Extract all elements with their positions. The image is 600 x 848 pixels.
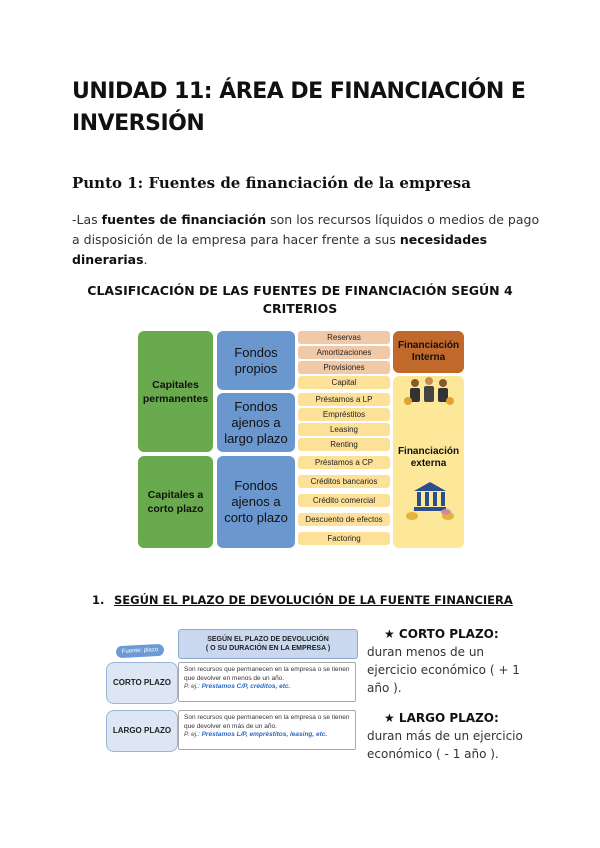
corto-plazo-example (184, 683, 350, 692)
largo-plazo-example (184, 731, 350, 740)
row-provisiones: Provisiones (298, 361, 390, 374)
fondos-ajenos-largo-box: Fondos ajenos a largo plazo (217, 393, 295, 452)
section-1-number: 1. (92, 593, 105, 607)
intro-paragraph (72, 210, 542, 270)
fondos-propios-box: Fondos propios (217, 331, 295, 390)
figure-header (178, 629, 358, 659)
largo-eg-text: Préstamos L/P, empréstitos, leasing, etc. (201, 731, 328, 738)
row-renting: Renting (298, 438, 390, 451)
corto-eg-prefix: P. ej.: (184, 683, 202, 690)
intro-bold-1: fuentes de financiación (101, 212, 267, 227)
section-1-title: SEGÚN EL PLAZO DE DEVOLUCIÓN DE LA FUENTE FINANCIERA (114, 593, 513, 607)
intro-text-2: son los recursos líquidos o medios de pago a disposición de la empresa para hacer frente a sus (72, 212, 540, 247)
largo-plazo-description (178, 710, 356, 750)
largo-plazo-box: LARGO PLAZO (106, 710, 178, 752)
corto-plazo-note: duran menos de un ejercicio económico ( + 1 año ). (367, 645, 520, 695)
figure-header-line1: SEGÚN EL PLAZO DE DEVOLUCIÓN (207, 636, 329, 643)
row-emprestitos: Empréstitos (298, 408, 390, 421)
largo-eg-prefix: P. ej.: (184, 731, 202, 738)
row-factoring: Factoring (298, 532, 390, 545)
section-subtitle: Punto 1: Fuentes de financiación de la empresa (72, 174, 471, 192)
classification-title: CLASIFICACIÓN DE LAS FUENTES DE FINANCIACIÓN SEGÚN 4 CRITERIOS (87, 283, 513, 316)
financiacion-externa-label: Financiación externa (397, 446, 460, 469)
row-leasing: Leasing (298, 423, 390, 436)
row-reservas: Reservas (298, 331, 390, 344)
largo-plazo-note: duran más de un ejercicio económico ( - 1 año ). (367, 729, 523, 761)
corto-plazo-description (178, 662, 356, 702)
people-icon (403, 374, 455, 408)
intro-text-1: -Las (72, 212, 102, 227)
intro-bold-2: necesidades dinerarias (72, 232, 488, 267)
largo-plazo-text: Son recursos que permanecen en la empresa o se tienen que devolver en más de un año. (184, 714, 350, 730)
row-credito-comercial: Crédito comercial (298, 494, 390, 507)
section-1-heading (92, 593, 513, 607)
intro-text-3: . (143, 252, 148, 267)
capitales-corto-box: Capitales a corto plazo (138, 456, 213, 548)
coins-icon (404, 506, 456, 524)
figure-header-line2: ( O SU DURACIÓN EN LA EMPRESA ) (205, 645, 331, 652)
largo-plazo-heading: ★ LARGO PLAZO: (384, 711, 499, 725)
page-title: UNIDAD 11: ÁREA DE FINANCIACIÓN E INVERSIÓN (72, 79, 526, 136)
corto-plazo-text: Son recursos que permanecen en la empresa o se tienen que devolver en menos de un año. (184, 666, 350, 682)
financiacion-interna-box: Financiación Interna (393, 331, 464, 373)
row-capital: Capital (298, 376, 390, 389)
row-amortizaciones: Amortizaciones (298, 346, 390, 359)
corto-plazo-heading: ★ CORTO PLAZO: (384, 627, 499, 641)
corto-plazo-box: CORTO PLAZO (106, 662, 178, 704)
capitales-permanentes-box: Capitales permanentes (138, 331, 213, 452)
row-prestamos-lp: Préstamos a LP (298, 393, 390, 406)
fondos-ajenos-corto-box: Fondos ajenos a corto plazo (217, 456, 295, 548)
corto-eg-text: Préstamos C/P, créditos, etc. (201, 683, 291, 690)
row-descuento-efectos: Descuento de efectos (298, 513, 390, 526)
figure-badge: Fuente: plazo (116, 644, 165, 658)
row-prestamos-cp: Préstamos a CP (298, 456, 390, 469)
row-creditos-bancarios: Créditos bancarios (298, 475, 390, 488)
